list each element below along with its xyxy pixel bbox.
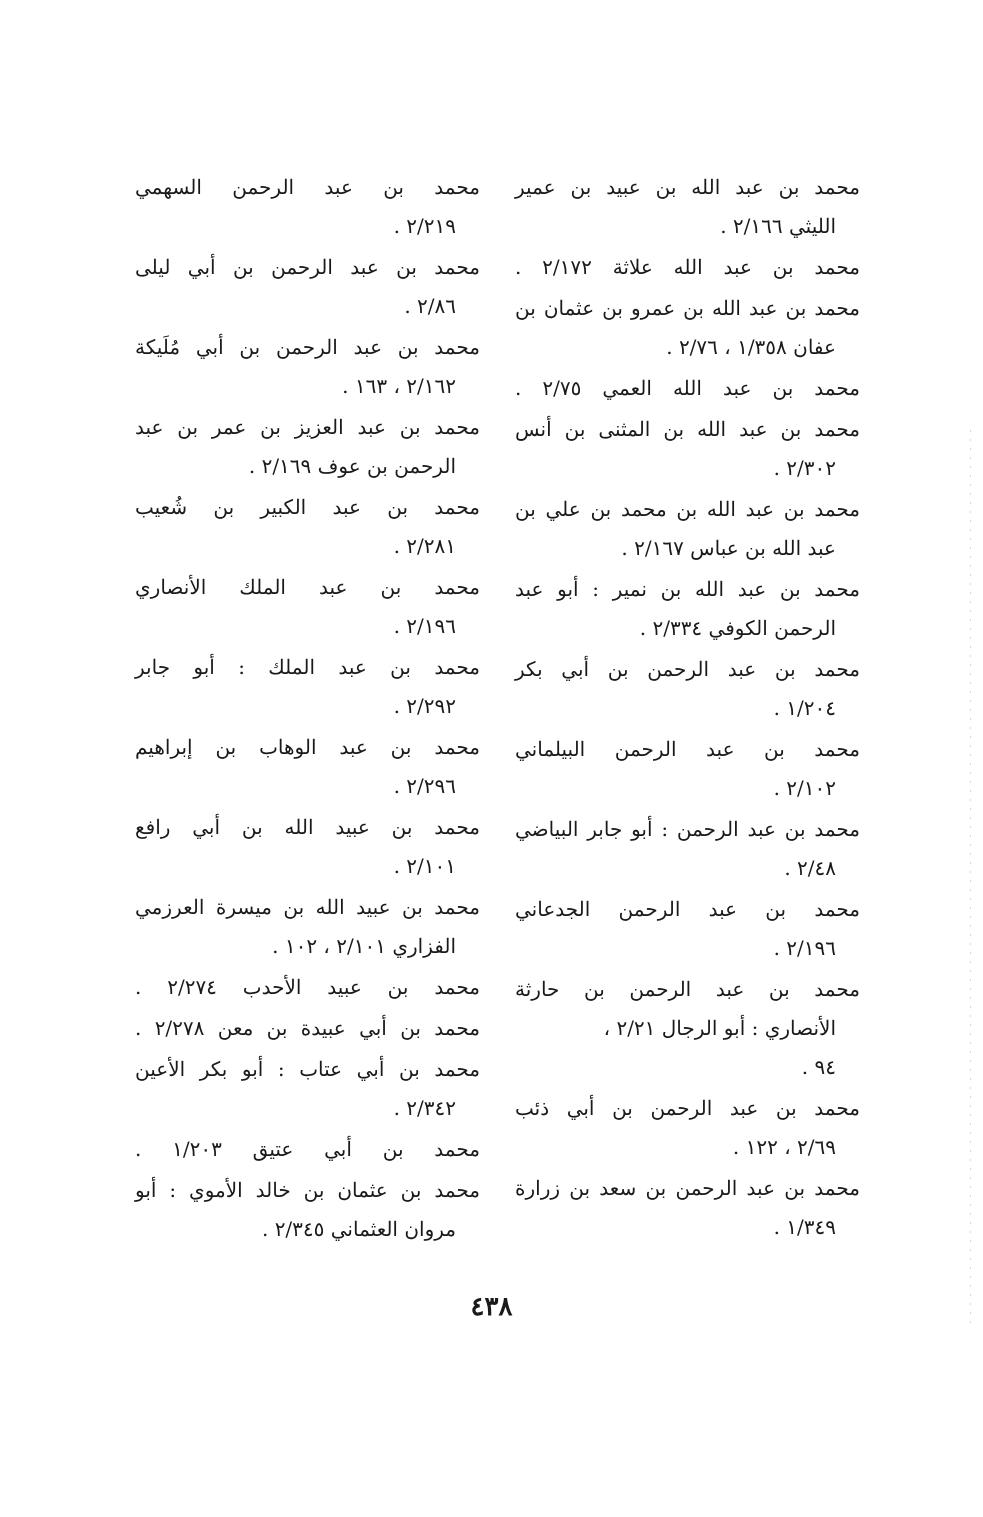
- entry-line: محمد بن عبد الرحمن البيلماني: [515, 737, 860, 761]
- index-entry: [135, 488, 480, 566]
- entry-line-continued: ٢/٢٨١ .: [393, 534, 456, 558]
- entry-line: محمد بن عبد الرحمن : أبو جابر البياضي: [515, 817, 860, 841]
- entry-line-continued: ٢/٣٤٢ .: [393, 1096, 456, 1120]
- entry-line-continued: ٢/٦٩ ، ١٢٢ .: [732, 1135, 836, 1159]
- entry-line-continued: ٩٤ .: [801, 1055, 836, 1079]
- entry-line-continued: الليثي ٢/١٦٦ .: [720, 214, 836, 238]
- index-entry: [515, 570, 860, 648]
- index-entry: [135, 1171, 480, 1249]
- entry-line: محمد بن عبد الرحمن السهمي: [135, 175, 480, 199]
- entry-line-continued: الفزاري ٢/١٠١ ، ١٠٢ .: [272, 934, 456, 958]
- index-entry: [515, 248, 860, 287]
- entry-line: محمد بن عبد العزيز بن عمر بن عبد: [135, 415, 480, 439]
- entry-line: محمد بن عبد الرحمن بن سعد بن زرارة: [515, 1176, 860, 1200]
- index-entry: [135, 408, 480, 486]
- entry-line-continued: ٢/١٠٢ .: [773, 776, 836, 800]
- index-entry: [135, 1009, 480, 1048]
- entry-line-continued: ٢/٢٩٦ .: [393, 774, 456, 798]
- entry-line: محمد بن أبي عتيق ١/٢٠٣ .: [135, 1137, 480, 1161]
- index-column-right: [515, 168, 860, 1249]
- entry-line-continued: ١/٢٠٤ .: [773, 696, 836, 720]
- index-entry: [515, 410, 860, 488]
- entry-line-continued: الأنصاري : أبو الرجال ٢/٢١ ،: [603, 1016, 836, 1040]
- entry-line-continued: عبد الله بن عباس ٢/١٦٧ .: [621, 536, 836, 560]
- entry-line-continued: ٢/١٩٦ .: [773, 936, 836, 960]
- entry-line: محمد بن عبد الله بن عبيد بن عمير: [515, 175, 860, 199]
- entry-line: محمد بن عبد الملك : أبو جابر: [135, 655, 480, 679]
- index-entry: [135, 1130, 480, 1169]
- entry-line: محمد بن عبيد الله بن أبي رافع: [135, 815, 480, 839]
- entry-line-continued: ٢/٣٠٢ .: [773, 456, 836, 480]
- entry-line: محمد بن عبد الله علاثة ٢/١٧٢ .: [515, 255, 860, 279]
- index-entry: [515, 890, 860, 968]
- entry-line: محمد بن عبد الله العمي ٢/٧٥ .: [515, 376, 860, 400]
- index-entry: [135, 1050, 480, 1128]
- entry-line-continued: ٢/١٠١ .: [393, 854, 456, 878]
- entry-line: محمد بن عبيد الله بن ميسرة العرزمي: [135, 895, 480, 919]
- entry-line-continued: ٢/٢١٩ .: [393, 214, 456, 238]
- entry-line: محمد بن أبي عتاب : أبو بكر الأعين: [135, 1057, 480, 1081]
- entry-line-continued: ٢/١٩٦ .: [393, 614, 456, 638]
- index-entry: [515, 289, 860, 367]
- entry-line: محمد بن عبد الوهاب بن إبراهيم: [135, 735, 480, 759]
- index-entry: [135, 168, 480, 246]
- index-entry: [515, 369, 860, 408]
- entry-line: محمد بن عبد الملك الأنصاري: [135, 575, 480, 599]
- entry-line: محمد بن عبد الله بن عمرو بن عثمان بن: [515, 296, 860, 320]
- index-entry: [515, 1169, 860, 1247]
- entry-line-continued: ٢/١٦٢ ، ١٦٣ .: [342, 374, 456, 398]
- entry-line: محمد بن عبد الرحمن بن أبي بكر: [515, 657, 860, 681]
- entry-line-continued: ٢/٤٨ .: [784, 856, 836, 880]
- index-entry: [135, 328, 480, 406]
- entry-line: محمد بن عبد الكبير بن شُعيب: [135, 495, 480, 519]
- entry-line-continued: عفان ١/٣٥٨ ، ٢/٧٦ .: [666, 335, 836, 359]
- entry-line: محمد بن عبيد الأحدب ٢/٢٧٤ .: [135, 975, 480, 999]
- index-entry: [135, 648, 480, 726]
- entry-line-continued: ٢/٢٩٢ .: [393, 694, 456, 718]
- index-entry: [515, 970, 860, 1087]
- index-entry: [135, 568, 480, 646]
- entry-line: محمد بن أبي عبيدة بن معن ٢/٢٧٨ .: [135, 1016, 480, 1040]
- entry-line: محمد بن عبد الرحمن الجدعاني: [515, 897, 860, 921]
- index-entry: [135, 888, 480, 966]
- entry-line: محمد بن عبد الله بن المثنى بن أنس: [515, 417, 860, 441]
- page-number: ٤٣٨: [470, 1292, 513, 1322]
- index-entry: [135, 808, 480, 886]
- index-entry: [515, 810, 860, 888]
- entry-line: محمد بن عبد الله بن محمد بن علي بن: [515, 497, 860, 521]
- scan-edge-mark: [970, 430, 971, 1330]
- entry-line: محمد بن عبد الله بن نمير : أبو عبد: [515, 577, 860, 601]
- index-entry: [515, 1089, 860, 1167]
- index-entry: [135, 728, 480, 806]
- entry-line: محمد بن عثمان بن خالد الأموي : أبو: [135, 1178, 480, 1202]
- entry-line: محمد بن عبد الرحمن بن أبي ليلى: [135, 255, 480, 279]
- entry-line: محمد بن عبد الرحمن بن حارثة: [515, 977, 860, 1001]
- index-column-left: [135, 168, 480, 1251]
- entry-line: محمد بن عبد الرحمن بن أبي مُلَيكة: [135, 335, 480, 359]
- index-entry: [515, 730, 860, 808]
- entry-line-continued: ١/٣٤٩ .: [773, 1215, 836, 1239]
- entry-line-continued: مروان العثماني ٢/٣٤٥ .: [261, 1217, 456, 1241]
- entry-line-continued: الرحمن الكوفي ٢/٣٣٤ .: [639, 616, 836, 640]
- entry-line-continued: ٢/٨٦ .: [404, 294, 456, 318]
- index-entry: [135, 968, 480, 1007]
- entry-line-continued: الرحمن بن عوف ٢/١٦٩ .: [248, 454, 456, 478]
- index-entry: [515, 650, 860, 728]
- index-entry: [135, 248, 480, 326]
- index-entry: [515, 490, 860, 568]
- index-entry: [515, 168, 860, 246]
- entry-line: محمد بن عبد الرحمن بن أبي ذئب: [515, 1096, 860, 1120]
